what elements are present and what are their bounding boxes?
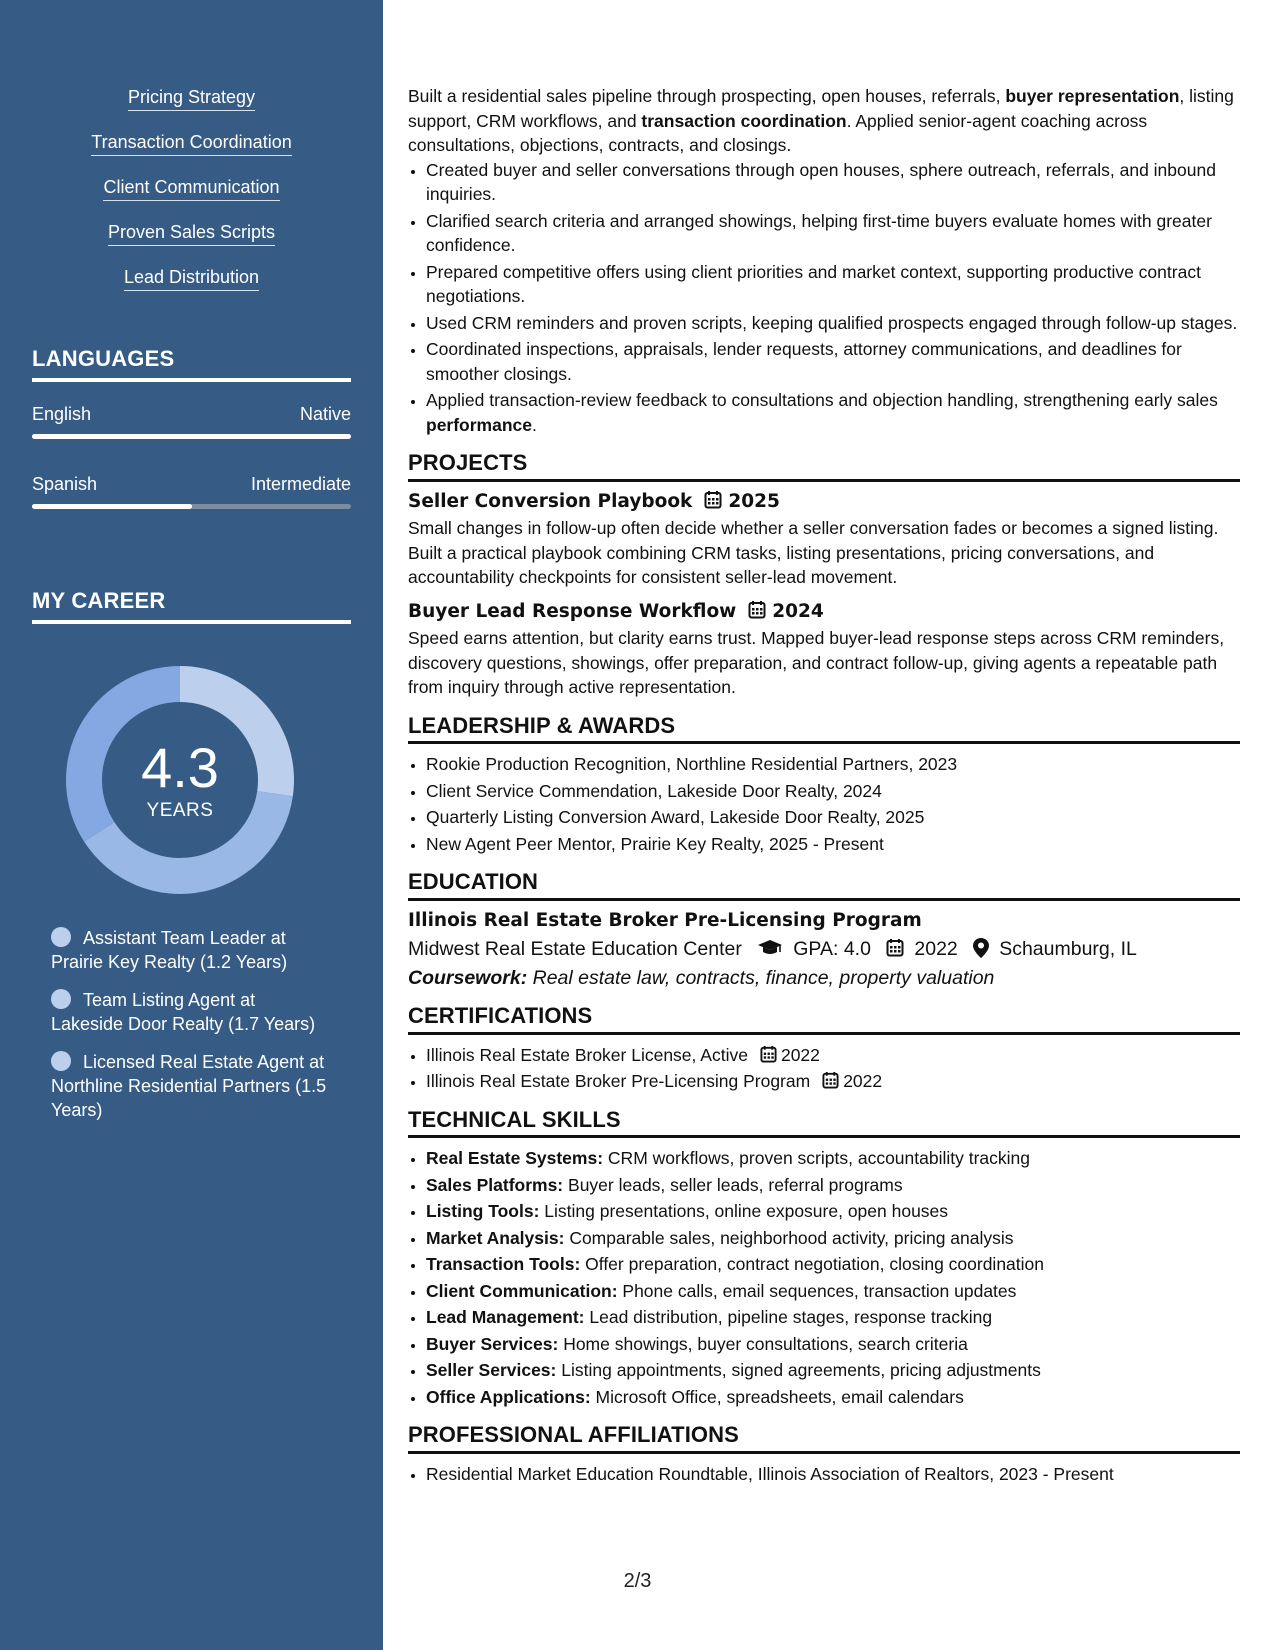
summary-bold: buyer representation <box>1005 86 1180 106</box>
award-item: • New Agent Peer Mentor, Prairie Key Realty, 2025 - Present <box>426 832 1240 857</box>
certification-name: Illinois Real Estate Broker License, Active <box>426 1044 748 1065</box>
skill-values: Lead distribution, pipeline stages, response tracking <box>589 1307 993 1327</box>
bullet-text: . <box>532 414 537 435</box>
calendar-icon <box>748 601 772 622</box>
bullet-dot-icon <box>51 927 71 947</box>
skill-category: Office Applications: <box>426 1386 591 1407</box>
career-total-years: 4.3 <box>141 736 219 799</box>
technical-skill-item <box>426 1146 1240 1171</box>
skill-label: Lead Distribution <box>124 266 259 291</box>
career-item <box>51 1050 331 1122</box>
skill-values: CRM workflows, proven scripts, accountability tracking <box>607 1148 1031 1168</box>
certifications-list <box>426 1043 1240 1094</box>
summary-text: Built a residential sales pipeline through prospecting, open houses, referrals, <box>408 86 1006 106</box>
skill-category: Buyer Services: <box>426 1333 559 1354</box>
project-year: 2024 <box>772 600 824 622</box>
technical-skill-item <box>426 1226 1240 1251</box>
experience-summary <box>408 84 1240 158</box>
award-item: • Rookie Production Recognition, Northline Residential Partners, 2023 <box>426 752 1240 777</box>
languages-heading: LANGUAGES <box>32 346 351 382</box>
skill-label: Pricing Strategy <box>128 86 255 111</box>
skill-category: Transaction Tools: <box>426 1254 581 1274</box>
technical-skill-item <box>426 1279 1240 1304</box>
location-pin-icon <box>973 938 989 960</box>
education-program: Illinois Real Estate Broker Pre-Licensing Program <box>408 909 922 931</box>
technical-skill-item <box>426 1173 1240 1198</box>
project-description: Small changes in follow-up often decide whether a seller conversation fades or becomes a signed listing. Built a practical playbook combining CRM tasks, listing presentations, pricing conversations, and accountability checkpoints for consistent seller-lead movement. <box>408 518 1219 587</box>
language-name: English <box>32 404 92 424</box>
skill-category: Listing Tools: <box>426 1201 540 1221</box>
skill-values: Offer preparation, contract negotiation, closing coordination <box>585 1254 1045 1274</box>
main-content <box>408 84 1240 1488</box>
bullet-dot-icon <box>51 989 71 1009</box>
technical-skill-item <box>426 1305 1240 1330</box>
award-item: • Client Service Commendation, Lakeside Door Realty, 2024 <box>426 779 1240 804</box>
skill-item <box>0 131 383 176</box>
awards-list <box>426 752 1240 856</box>
skill-values: Phone calls, email sequences, transaction updates <box>622 1280 1017 1301</box>
skill-category: Market Analysis: <box>426 1227 565 1248</box>
skill-values: Home showings, buyer consultations, search criteria <box>563 1333 968 1354</box>
experience-bullet: • Prepared competitive offers using client priorities and market context, supporting productive contract negotiations. <box>426 260 1240 309</box>
career-heading: MY CAREER <box>32 588 351 624</box>
skill-category: Real Estate Systems: <box>426 1148 604 1168</box>
technical-skill-item <box>426 1199 1240 1224</box>
technical-skill-item <box>426 1385 1240 1410</box>
technical-skill-item <box>426 1252 1240 1277</box>
skill-category: Sales Platforms: <box>426 1174 564 1195</box>
skill-item <box>0 86 383 131</box>
certification-name: Illinois Real Estate Broker Pre-Licensing Program <box>426 1071 811 1091</box>
certification-year: 2022 <box>843 1071 883 1091</box>
skill-label: Transaction Coordination <box>91 131 291 156</box>
skill-values: Comparable sales, neighborhood activity, pricing analysis <box>569 1227 1014 1248</box>
affiliations-heading: PROFESSIONAL AFFILIATIONS <box>408 1423 1240 1454</box>
coursework-text: Real estate law, contracts, finance, property valuation <box>532 966 995 989</box>
experience-bullet: • Created buyer and seller conversations through open houses, sphere outreach, referrals, and inbound inquiries. <box>426 158 1240 207</box>
technical-skills-heading: TECHNICAL SKILLS <box>408 1108 1240 1139</box>
skill-item <box>0 176 383 221</box>
skill-item <box>0 221 383 266</box>
education-school: Midwest Real Estate Education Center <box>408 938 742 960</box>
language-level: Intermediate <box>250 474 351 494</box>
experience-bullets <box>426 158 1240 438</box>
language-bar <box>32 504 351 509</box>
experience-bullet: • Coordinated inspections, appraisals, lender requests, attorney communications, and deadlines for smoother closings. <box>426 337 1240 386</box>
education-gpa: GPA: 4.0 <box>793 938 871 960</box>
summary-text: . Applied senior-agent coaching across consultations, objections, contracts, and closings. <box>408 110 1148 155</box>
calendar-icon <box>886 938 904 960</box>
language-name: Spanish <box>32 474 98 494</box>
skill-label: Proven Sales Scripts <box>108 221 275 246</box>
language-bar-fill <box>32 434 351 439</box>
sidebar <box>0 0 383 1650</box>
skill-category: Seller Services: <box>426 1360 557 1380</box>
certification-year: 2022 <box>780 1044 820 1065</box>
summary-bold: transaction coordination <box>641 110 847 131</box>
certifications-heading: CERTIFICATIONS <box>408 1004 1240 1035</box>
skill-values: Listing appointments, signed agreements, pricing adjustments <box>561 1360 1041 1380</box>
graduation-cap-icon <box>757 938 783 960</box>
skill-category: Lead Management: <box>426 1307 585 1327</box>
project-title-row <box>408 490 1240 515</box>
language-bar-fill <box>32 504 192 509</box>
technical-skills-list <box>426 1146 1240 1409</box>
language-bar <box>32 434 351 439</box>
skill-category: Client Communication: <box>426 1280 618 1301</box>
career-list <box>51 926 331 1136</box>
career-item-text: Assistant Team Leader at Prairie Key Realty (1.2 Years) <box>51 928 288 972</box>
career-total-unit: YEARS <box>146 800 214 821</box>
page-number: 2/3 <box>623 1570 652 1592</box>
skill-values: Microsoft Office, spreadsheets, email calendars <box>595 1386 964 1407</box>
education-year: 2022 <box>914 938 958 960</box>
certification-item <box>426 1043 1240 1068</box>
technical-skill-item <box>426 1358 1240 1383</box>
technical-skill-item <box>426 1332 1240 1357</box>
bullet-bold: performance <box>426 414 533 435</box>
skills-list <box>0 86 383 311</box>
education-heading: EDUCATION <box>408 870 1240 901</box>
skill-item <box>0 266 383 311</box>
experience-bullet <box>426 388 1240 437</box>
experience-bullet: • Used CRM reminders and proven scripts, keeping qualified prospects engaged through follow-up stages. <box>426 311 1240 336</box>
bullet-text: Applied transaction-review feedback to consultations and objection handling, strengthening early sales <box>426 390 1218 410</box>
project-description: Speed earns attention, but clarity earns trust. Mapped buyer-lead response steps across CRM reminders, discovery questions, showings, offer preparation, and contract follow-up, giving agents a repeatable path from inquiry through active representation. <box>408 628 1225 697</box>
education-meta <box>408 937 1240 962</box>
skill-values: Buyer leads, seller leads, referral programs <box>568 1174 903 1195</box>
education-coursework <box>408 966 1240 991</box>
skill-label: Client Communication <box>103 176 279 201</box>
project-title: Buyer Lead Response Workflow <box>408 600 737 622</box>
calendar-icon <box>748 1045 781 1065</box>
project-year: 2025 <box>728 490 780 512</box>
calendar-icon <box>810 1071 843 1091</box>
bullet-dot-icon <box>51 1051 71 1071</box>
skill-values: Listing presentations, online exposure, open houses <box>544 1201 949 1221</box>
summary-text: , listing support, CRM workflows, and <box>408 86 1234 131</box>
award-item: • Quarterly Listing Conversion Award, Lakeside Door Realty, 2025 <box>426 805 1240 830</box>
project-title: Seller Conversion Playbook <box>408 490 693 512</box>
affiliations-list <box>426 1462 1240 1487</box>
career-item <box>51 988 331 1036</box>
education-location: Schaumburg, IL <box>999 938 1137 960</box>
career-item-text: Team Listing Agent at Lakeside Door Realty (1.7 Years) <box>51 990 316 1034</box>
career-item-text: Licensed Real Estate Agent at Northline Residential Partners (1.5 Years) <box>51 1052 327 1120</box>
project-title-row <box>408 600 1240 625</box>
career-item <box>51 926 331 974</box>
language-level: Native <box>299 404 351 424</box>
calendar-icon <box>704 491 728 512</box>
experience-bullet: • Clarified search criteria and arranged showings, helping first-time buyers evaluate homes with greater confidence. <box>426 209 1240 258</box>
certification-item <box>426 1069 1240 1094</box>
projects-heading: PROJECTS <box>408 451 1240 482</box>
awards-heading: LEADERSHIP & AWARDS <box>408 714 1240 745</box>
affiliation-item: • Residential Market Education Roundtable, Illinois Association of Realtors, 2023 - Present <box>426 1462 1240 1487</box>
coursework-label: Coursework: <box>408 966 528 989</box>
